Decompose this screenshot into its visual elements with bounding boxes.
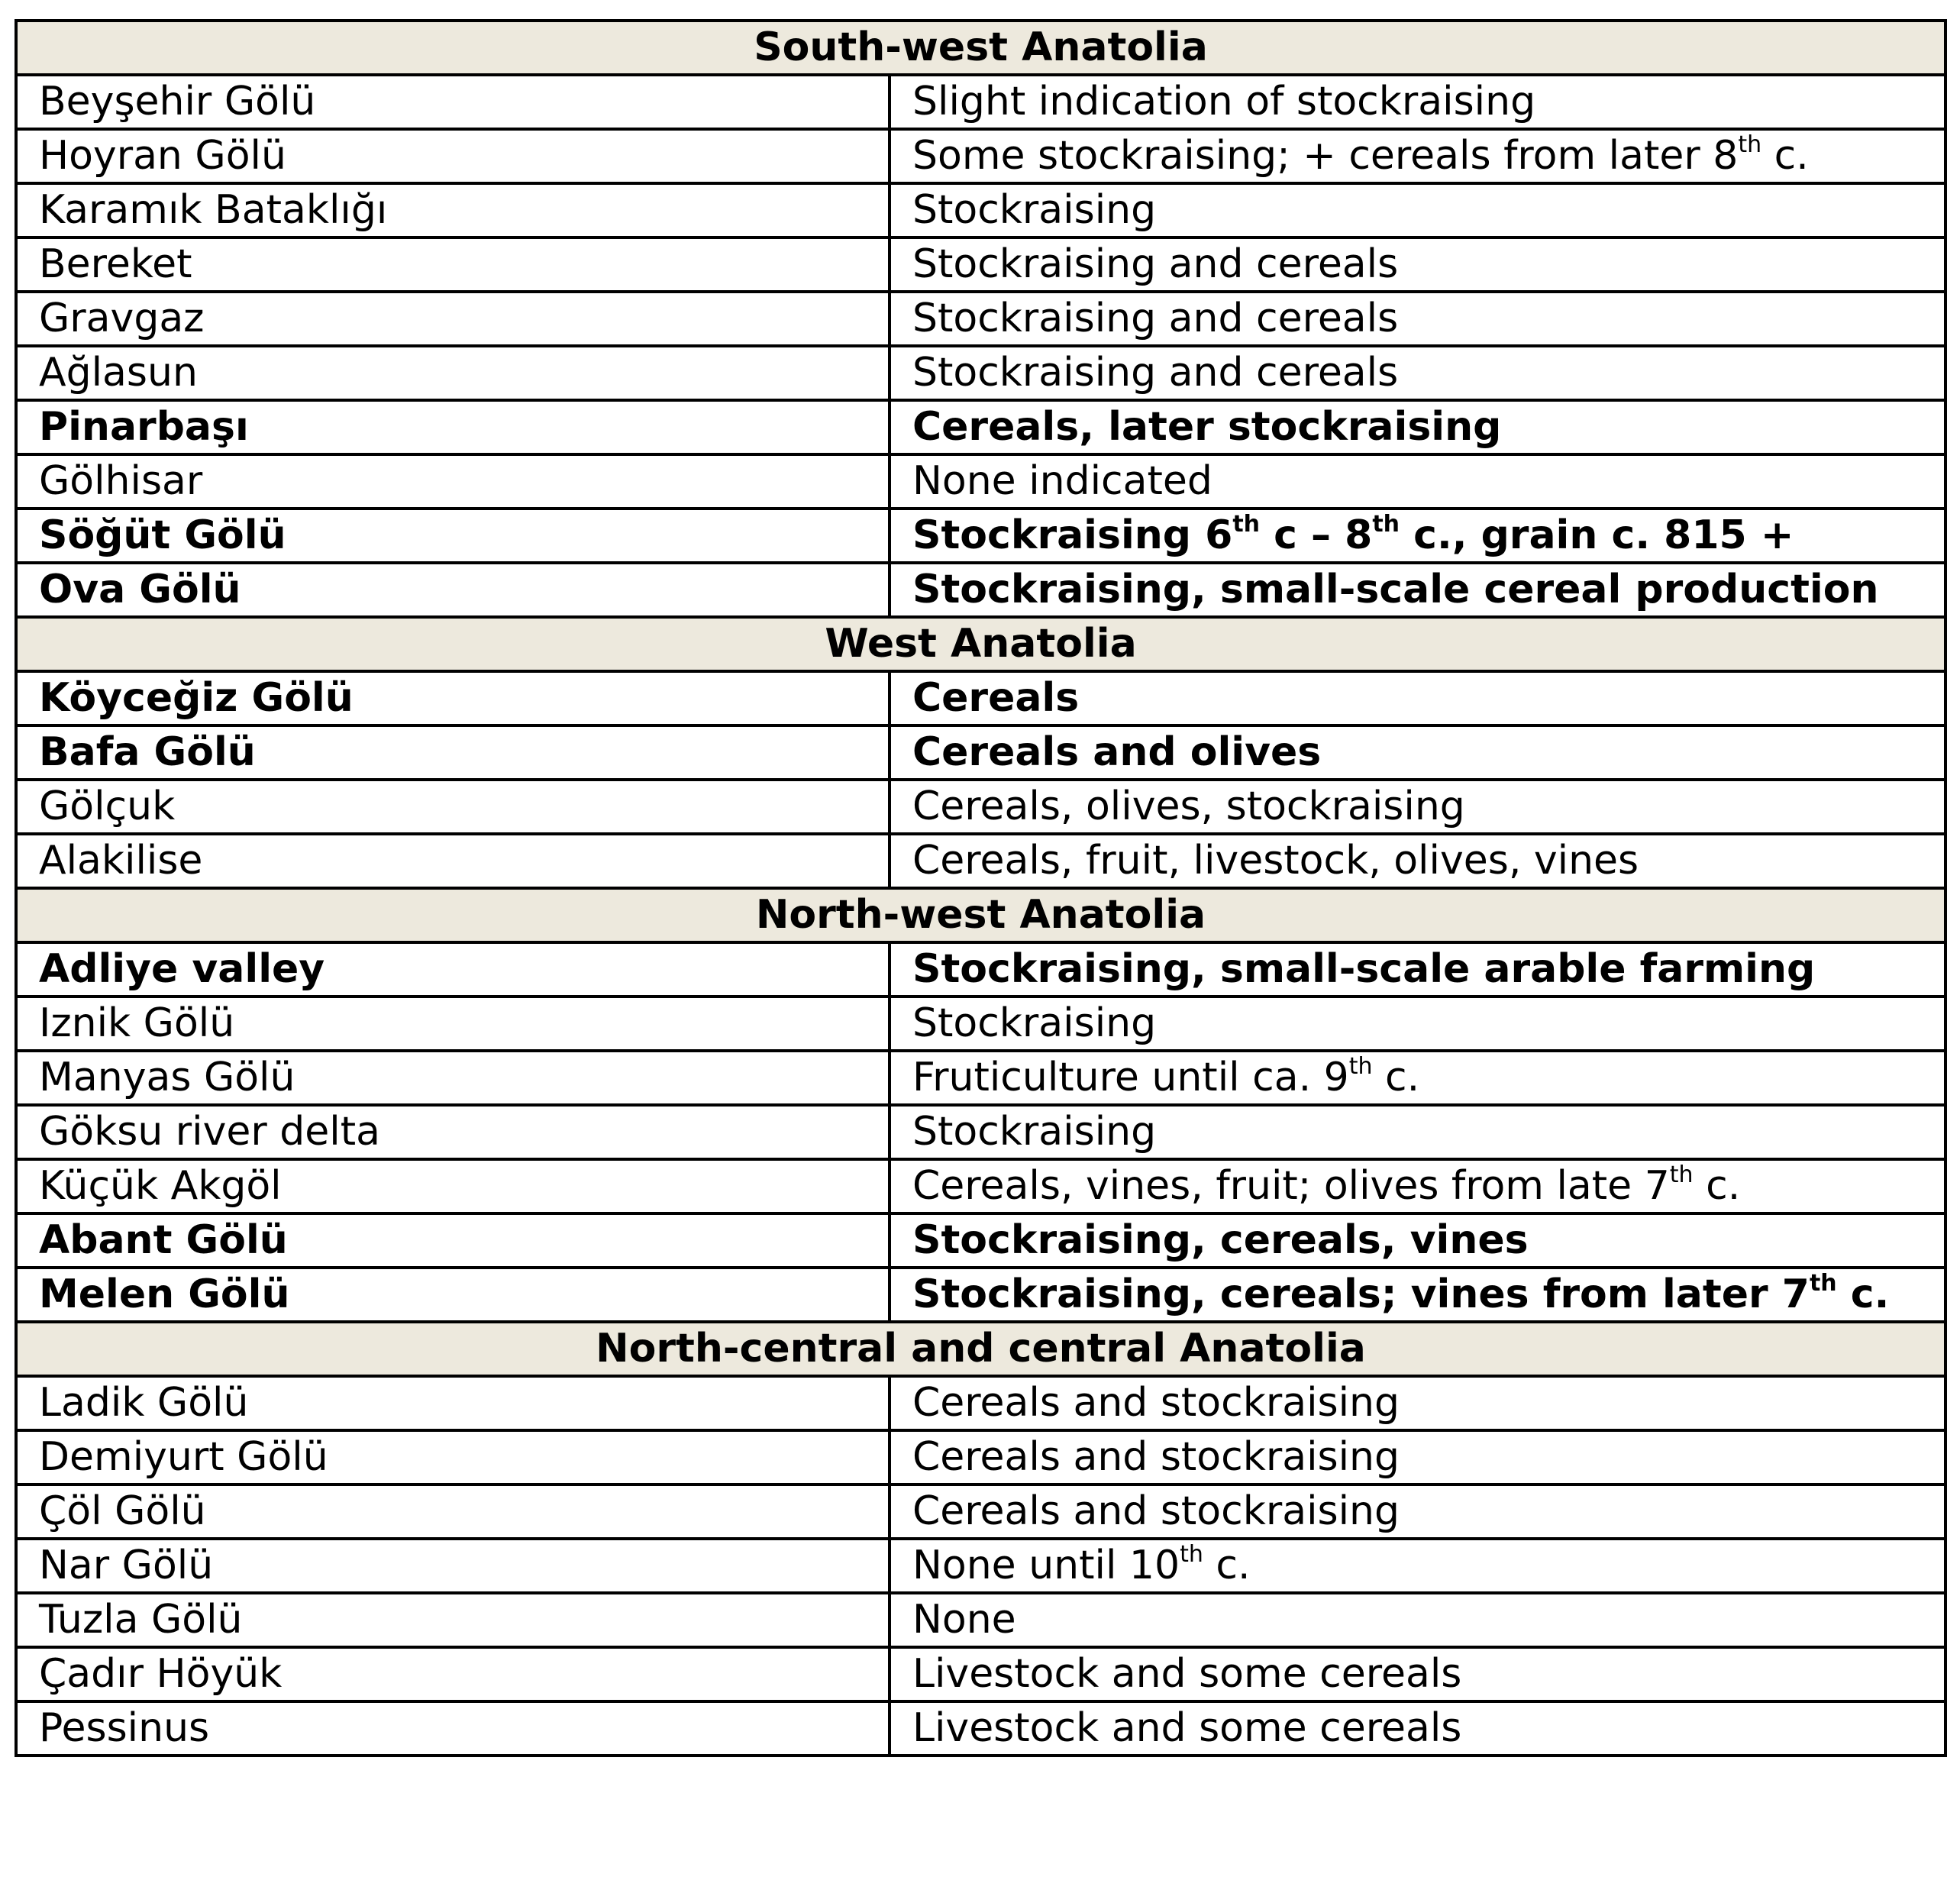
evidence-text: Stockraising and cereals (912, 296, 1399, 341)
evidence-cell (890, 292, 1945, 346)
evidence-cell (890, 1647, 1945, 1701)
evidence-cell (890, 1268, 1945, 1322)
evidence-cell (890, 1485, 1945, 1539)
table-row (16, 1485, 1945, 1539)
evidence-cell (890, 1593, 1945, 1647)
evidence-text: Stockraising and cereals (912, 241, 1399, 287)
ordinal-suffix: th (1669, 1161, 1694, 1188)
section-title: West Anatolia (16, 617, 1945, 671)
evidence-text: Stockraising, cereals; vines from later 7 (912, 1271, 1810, 1317)
site-cell: Demiyurt Gölü (16, 1430, 890, 1485)
evidence-text: c., grain c. 815 + (1400, 512, 1794, 558)
evidence-text: c. (1761, 133, 1809, 179)
evidence-text: Cereals, vines, fruit; olives from late 7 (912, 1163, 1670, 1209)
evidence-text: None indicated (912, 458, 1212, 504)
site-cell: Gravgaz (16, 292, 890, 346)
table-body (16, 21, 1945, 1756)
evidence-text: Livestock and some cereals (912, 1651, 1462, 1697)
site-cell: Ladik Gölü (16, 1376, 890, 1430)
evidence-cell (890, 75, 1945, 129)
evidence-text: Cereals and stockraising (912, 1380, 1400, 1426)
section-header-row (16, 617, 1945, 671)
evidence-text: Cereals and stockraising (912, 1434, 1400, 1480)
evidence-text: c. (1693, 1163, 1741, 1209)
table-row (16, 1051, 1945, 1105)
table-row (16, 346, 1945, 400)
evidence-cell (890, 400, 1945, 454)
evidence-cell (890, 346, 1945, 400)
evidence-text: Cereals, fruit, livestock, olives, vines (912, 838, 1639, 884)
site-cell: Karamık Bataklığı (16, 183, 890, 237)
site-cell: Pessinus (16, 1701, 890, 1756)
table-row (16, 292, 1945, 346)
evidence-text: c. (1203, 1543, 1251, 1588)
evidence-cell (890, 454, 1945, 509)
table-row (16, 1647, 1945, 1701)
table-row (16, 942, 1945, 997)
ordinal-suffix: th (1809, 1270, 1837, 1297)
site-cell: Gölçuk (16, 780, 890, 834)
evidence-cell (890, 1376, 1945, 1430)
evidence-text: Stockraising (912, 187, 1157, 233)
evidence-cell (890, 671, 1945, 725)
table-row (16, 834, 1945, 888)
table-row (16, 237, 1945, 292)
table-row (16, 1376, 1945, 1430)
evidence-cell (890, 1539, 1945, 1593)
evidence-text: Stockraising, cereals, vines (912, 1217, 1529, 1263)
table-row (16, 671, 1945, 725)
evidence-cell (890, 129, 1945, 183)
ordinal-suffix: th (1372, 511, 1400, 538)
evidence-text: None (912, 1597, 1016, 1643)
section-title: South-west Anatolia (16, 21, 1945, 75)
site-cell: Bereket (16, 237, 890, 292)
evidence-text: c – 8 (1260, 512, 1373, 558)
evidence-text: Fruticulture until ca. 9 (912, 1055, 1349, 1100)
site-cell: Söğüt Gölü (16, 509, 890, 563)
evidence-text: Stockraising, small-scale cereal production (912, 567, 1879, 612)
section-header-row (16, 1322, 1945, 1376)
section-title: North-central and central Anatolia (16, 1322, 1945, 1376)
site-cell: Abant Gölü (16, 1213, 890, 1268)
evidence-cell (890, 725, 1945, 780)
table-row (16, 1213, 1945, 1268)
site-cell: Alakilise (16, 834, 890, 888)
evidence-cell (890, 780, 1945, 834)
site-cell: Bafa Gölü (16, 725, 890, 780)
site-cell: Göksu river delta (16, 1105, 890, 1159)
table-row (16, 780, 1945, 834)
ordinal-suffix: th (1232, 511, 1261, 538)
site-cell: Küçük Akgöl (16, 1159, 890, 1213)
evidence-cell (890, 1213, 1945, 1268)
table-row (16, 725, 1945, 780)
evidence-cell (890, 1105, 1945, 1159)
site-cell: Iznik Gölü (16, 997, 890, 1051)
table-row (16, 1105, 1945, 1159)
table-row (16, 509, 1945, 563)
evidence-cell (890, 237, 1945, 292)
evidence-text: Some stockraising; + cereals from later 8 (912, 133, 1739, 179)
table-row (16, 1701, 1945, 1756)
site-cell: Adliye valley (16, 942, 890, 997)
evidence-text: c. (1372, 1055, 1420, 1100)
table-row (16, 1593, 1945, 1647)
site-cell: Melen Gölü (16, 1268, 890, 1322)
site-cell: Hoyran Gölü (16, 129, 890, 183)
site-cell: Köyceğiz Gölü (16, 671, 890, 725)
evidence-cell (890, 509, 1945, 563)
evidence-cell (890, 1430, 1945, 1485)
table-row (16, 1268, 1945, 1322)
evidence-text: Cereals, olives, stockraising (912, 783, 1465, 829)
evidence-text: Cereals and stockraising (912, 1488, 1400, 1534)
evidence-text: Stockraising, small-scale arable farming (912, 946, 1816, 992)
table-row (16, 183, 1945, 237)
section-header-row (16, 888, 1945, 942)
table-row (16, 1539, 1945, 1593)
evidence-text: Stockraising (912, 1109, 1157, 1155)
table-row (16, 1430, 1945, 1485)
section-title: North-west Anatolia (16, 888, 1945, 942)
evidence-cell (890, 997, 1945, 1051)
evidence-cell (890, 1051, 1945, 1105)
site-cell: Çadır Höyük (16, 1647, 890, 1701)
evidence-cell (890, 1159, 1945, 1213)
site-cell: Beyşehir Gölü (16, 75, 890, 129)
site-cell: Gölhisar (16, 454, 890, 509)
evidence-text: Slight indication of stockraising (912, 79, 1536, 124)
evidence-text: Cereals, later stockraising (912, 404, 1502, 450)
table-row (16, 400, 1945, 454)
site-cell: Çöl Gölü (16, 1485, 890, 1539)
evidence-text: Stockraising and cereals (912, 350, 1399, 396)
evidence-text: Stockraising (912, 1000, 1157, 1046)
site-cell: Nar Gölü (16, 1539, 890, 1593)
land-use-table (15, 19, 1947, 1757)
evidence-text: Livestock and some cereals (912, 1705, 1462, 1751)
section-header-row (16, 21, 1945, 75)
site-cell: Pinarbaşı (16, 400, 890, 454)
table-row (16, 997, 1945, 1051)
evidence-cell (890, 1701, 1945, 1756)
table-row (16, 129, 1945, 183)
table-row (16, 1159, 1945, 1213)
evidence-text: None until 10 (912, 1543, 1180, 1588)
site-cell: Tuzla Gölü (16, 1593, 890, 1647)
evidence-cell (890, 834, 1945, 888)
ordinal-suffix: th (1348, 1053, 1373, 1080)
evidence-cell (890, 183, 1945, 237)
evidence-cell (890, 563, 1945, 617)
site-cell: Manyas Gölü (16, 1051, 890, 1105)
evidence-text: c. (1836, 1271, 1890, 1317)
table-row (16, 75, 1945, 129)
evidence-text: Cereals (912, 675, 1080, 721)
evidence-cell (890, 942, 1945, 997)
site-cell: Ova Gölü (16, 563, 890, 617)
evidence-text: Cereals and olives (912, 729, 1322, 775)
table-row (16, 563, 1945, 617)
evidence-text: Stockraising 6 (912, 512, 1233, 558)
ordinal-suffix: th (1738, 131, 1762, 158)
site-cell: Ağlasun (16, 346, 890, 400)
table-row (16, 454, 1945, 509)
ordinal-suffix: th (1180, 1541, 1203, 1568)
